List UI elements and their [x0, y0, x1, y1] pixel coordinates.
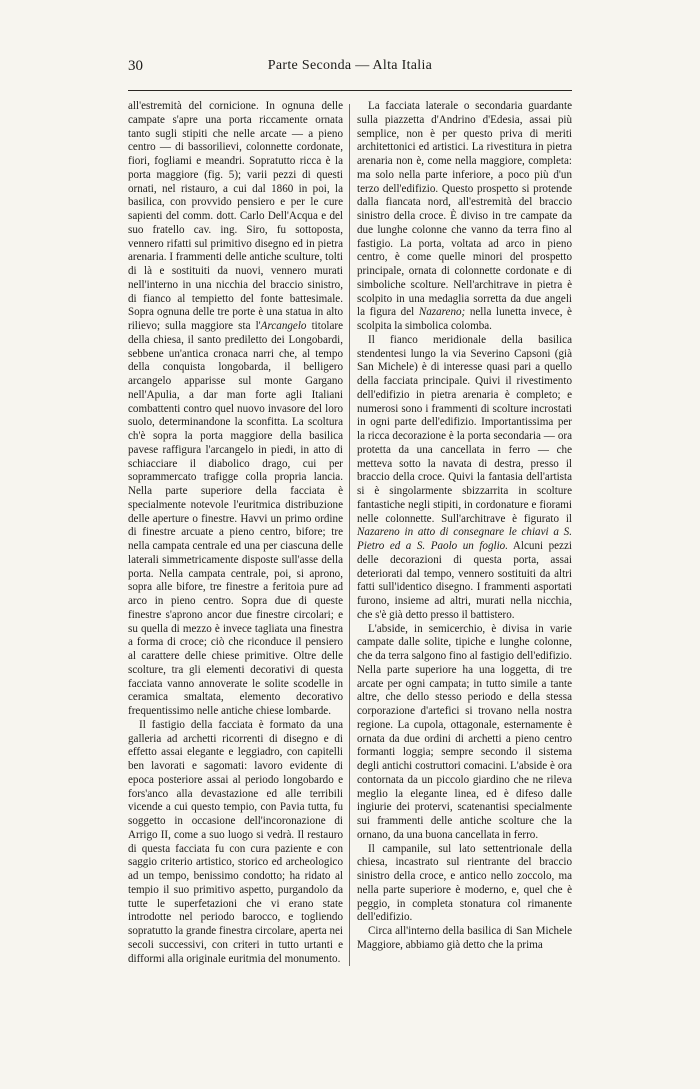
paragraph: Il fastigio della facciata è formato da una galleria ad archetti ricorrenti di disegno e di effetto assai elegante e leggiadro, con capitelli ben lavorati e sagomati: lavoro evidente di epoca posteriore assai al periodo longobardo e fors'anco alla devastazione ed alle terribili vicende a cui questo tempio, con Pavia tutta, fu soggetto in occasione dell'incoronazione di Arrigo II, come a suo luogo si vedrà. Il restauro di questa facciata fu con cura paziente e con saggio criterio artistico, storico ed archeologico ad un tempo, benissimo condotto; ha ridato al tempio il suo primitivo aspetto, purgandolo da tutte le superfetazioni che vi erano state introdotte nel periodo barocco, e togliendo sopratutto la grande finestra circolare, aperta nei secoli successivi, con criteri in tutto urtanti e difformi alla originale euritmia del monumento.: [128, 718, 343, 965]
paragraph: [357, 334, 572, 623]
text-run: nella lunetta invece, è scolpita la simbolica colomba.: [357, 306, 572, 332]
paragraph: [357, 100, 572, 334]
text-run: Il fianco meridionale della basilica stendentesi lungo la via Severino Capsoni (già San Michele) è di interesse quasi pari a quello della facciata principale. Quivi il rivestimento dell'edifizio in pietra arenaria è completo; e numerosi sono i frammenti di scolture incrostati in ogni parte dell'edifizio. Importantissima per la ricca decorazione è la porta secondaria — ora protetta da una cancellata in ferro — che metteva sotto la navata di destra, presso il braccio della croce. Quivi la fantasia dell'artista si è singolarmente sbizzarrita in scolture fantastiche negli stipiti, in cordonature e fiorami nelle colonnette. Sull'architrave è figurato il: [357, 333, 572, 525]
page-number: 30: [128, 58, 143, 74]
page-header: [128, 58, 572, 82]
text-columns: [128, 100, 572, 1060]
paragraph: L'abside, in semicerchio, è divisa in varie campate dalle solite, tipiche e lunghe colonne, che da terra salgono fino al fastigio dell'edifizio. Nella parte superiore ha una loggetta, di tre arcate per ogni campata; in tutto simile a tante altre, che dello stesso periodo e della stessa corporazione d'artefici si trovano nella nostra regione. La cupola, ottagonale, esternamente è ornata da due ordini di archetti a pieno centro formanti loggia; sempre secondo il sistema degli antichi costruttori comacini. L'abside è ora contornata da un piccolo giardino che ne rileva meglio la elegante linea, ed è difeso dalle ingiurie dei protervi, scatenantisi specialmente sui frammenti delle antiche scolture che la ornano, da una buona cancellata in ferro.: [357, 622, 572, 841]
text-run: titolare della chiesa, il santo prediletto dei Longobardi, sebbene un'antica cronaca narri che, al tempo della conquista longobarda, il belligero arcangelo apparisse sul monte Gargano nell'Apulia, a dar man forte agli Italiani combattenti contro quel nuovo invasore del loro suolo, determinandone la sconfitta. La scoltura ch'è sopra la porta maggiore della basilica pavese raffigura l'arcangelo in piedi, in atto di schiacciare il diabolico drago, cui per soprammercato trafigge colla propria lancia. Nella parte superiore della facciata è specialmente notevole l'euritmica distribuzione delle aperture o finestre. Havvi un primo ordine di finestre arcuate a pieno centro, bifore; tre nella campata centrale ed una per ciascuna delle laterali simmetricamente disposte sull'asse della porta. Nella campata centrale, poi, si aprono, sopra alle bifore, tre finestre a feritoia pure ad arco in pieno centro. Sopra due di queste finestre s'aprono ancor due finestre circolari; e su quella di mezzo è invece tagliata una finestra a forma di croce; ciò che riconduce il pensiero al carattere delle chiese primitive. Oltre delle scolture, tra gli elementi decorativi di questa facciata vanno annoverate le solite scodelle in ceramica smaltata, elemento decorativo frequentissimo nelle antiche chiese lombarde.: [128, 320, 343, 717]
running-title: Parte Seconda — Alta Italia: [267, 58, 433, 73]
left-column: [128, 100, 343, 966]
header-rule: [128, 90, 572, 91]
italic-text: Arcangelo: [260, 320, 307, 332]
column-divider: [349, 104, 350, 966]
paragraph: [128, 100, 343, 719]
text-run: all'estremità del cornicione. In ognuna delle campate s'apre una porta riccamente ornata tanto sugli stipiti che nelle arcate — a pieno centro — di bassorilievi, colonnette cordonate, fiori, fogliami e meandri. Sopratutto ricca è la porta maggiore (fig. 5); varii pezzi di questi ornati, nel ristauro, a cui dal 1860 in poi, la basilica, con provvido pensiero e per le cure sapienti del comm. dott. Carlo Dell'Acqua e del suo fratello cav. ing. Siro, fu sottoposta, vennero rifatti sul primitivo disegno ed in pietra arenaria. I frammenti delle antiche sculture, tolti di là e sostituiti da nuovi, vennero murati nell'interno in una nicchia del braccio sinistro, di fianco al tempietto del fonte battesimale. Sopra ognuna delle tre porte è una statua in alto rilievo; sulla maggiore sta l': [128, 100, 343, 332]
right-column: [357, 100, 572, 953]
paragraph: Circa all'interno della basilica di San Michele Maggiore, abbiamo già detto che la prima: [357, 925, 572, 951]
text-run: La facciata laterale o secondaria guardante sulla piazzetta d'Andrino d'Edesia, assai più semplice, non è per questo priva di meriti architettonici ed artistici. La rivestitura in pietra arenaria non è, come nella maggiore, completa: ma solo nella parte inferiore, a poco più d'un terzo dell'edifizio. Questo prospetto si protende dalla fiancata nord, all'estremità del braccio sinistro della croce. È diviso in tre campate da due lunghe colonne che vanno da terra fino al fastigio. La porta, voltata ad arco in pieno centro, è come quelle minori del prospetto principale, ornata di colonnette cordonate e di simboliche scolture. Nell'architrave in pietra è scolpito in una medaglia sorretta da due angeli la figura del: [357, 100, 572, 319]
text-run: Alcuni pezzi delle decorazioni di questa porta, assai deteriorati dal tempo, vennero sostituiti da altri fatti sull'identico disegno. I frammenti asportati furono, insieme ad altri, murati nella nicchia, che s'è già detto presso il battistero.: [357, 540, 572, 621]
italic-text: Nazareno;: [418, 306, 466, 319]
italic-text: Nazareno in atto di consegnare le chiavi a S. Pietro ed a S. Paolo un foglio.: [357, 526, 572, 552]
paragraph: Il campanile, sul lato settentrionale della chiesa, incastrato sul rientrante del braccio sinistro della croce, e antico nello zoccolo, ma nella parte superiore è moderno, e, quel che è peggio, in completa stonatura col rimanente dell'edifizio.: [357, 842, 572, 924]
